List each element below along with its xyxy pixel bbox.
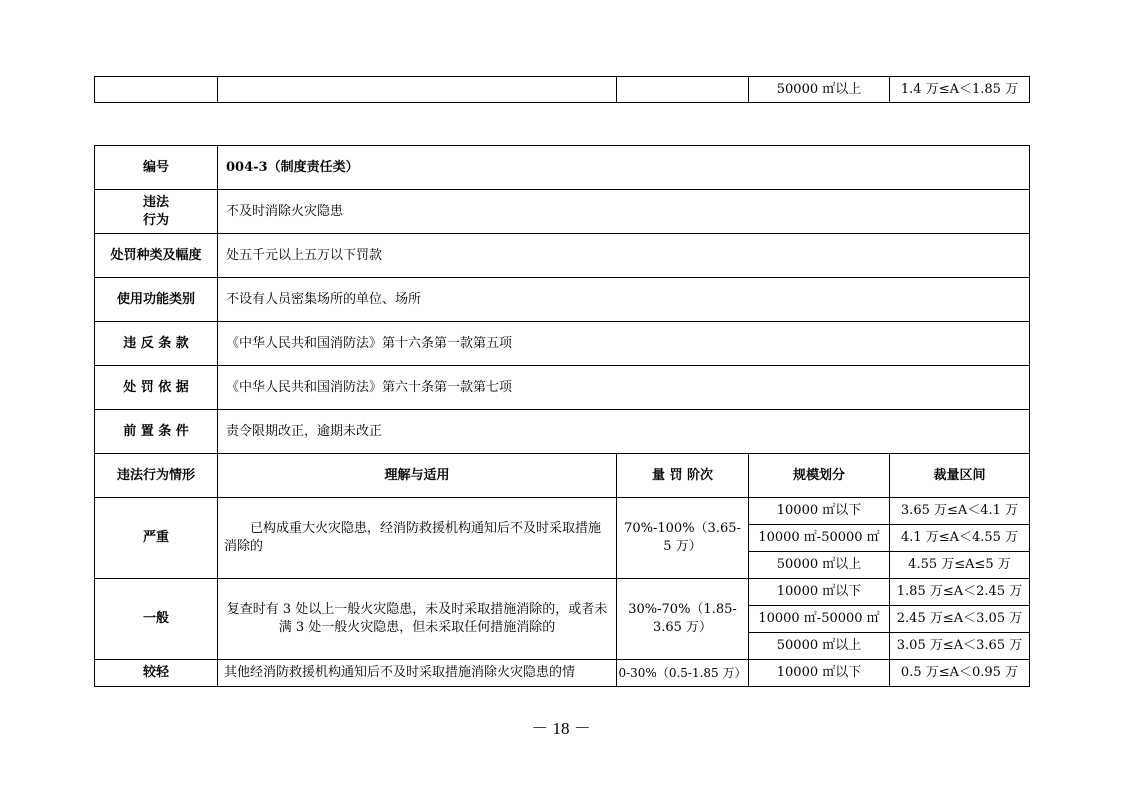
table-row: [95, 498, 1030, 525]
range-cell: 1.85 万≤A＜2.45 万: [890, 579, 1030, 606]
continued-table: [94, 76, 1030, 103]
row-value: 责令限期改正，逾期未改正: [218, 410, 1030, 454]
row-label: 使用功能类别: [95, 278, 218, 322]
header-penalty: 量 罚 阶次: [617, 454, 749, 498]
range-cell: 0.5 万≤A＜0.95 万: [890, 660, 1030, 687]
table-row: [95, 77, 1030, 103]
table-row: [95, 146, 1030, 190]
table-row: [95, 234, 1030, 278]
situation-severe: 严重: [95, 498, 218, 579]
scale-cell: 50000 ㎡以上: [749, 77, 890, 103]
table-row: [95, 322, 1030, 366]
table-row: [95, 410, 1030, 454]
row-label: 前 置 条 件: [95, 410, 218, 454]
understanding-cell: 其他经消防救援机构通知后不及时采取措施消除火灾隐患的情: [218, 660, 617, 687]
range-cell: 3.05 万≤A＜3.65 万: [890, 633, 1030, 660]
scale-cell: 10000 ㎡-50000 ㎡: [749, 606, 890, 633]
range-cell: 1.4 万≤A＜1.85 万: [890, 77, 1030, 103]
row-label: 编号: [95, 146, 218, 190]
row-value: 不及时消除火灾隐患: [218, 190, 1030, 234]
table-row: [95, 579, 1030, 606]
scale-cell: 10000 ㎡-50000 ㎡: [749, 525, 890, 552]
understanding-cell: 已构成重大火灾隐患，经消防救援机构通知后不及时采取措施消除的: [218, 498, 617, 579]
row-value: 《中华人民共和国消防法》第六十条第一款第七项: [218, 366, 1030, 410]
penalty-cell: 0-30%（0.5-1.85 万）: [617, 660, 749, 687]
penalty-cell: 30%-70%（1.85-3.65 万）: [617, 579, 749, 660]
situation-general: 一般: [95, 579, 218, 660]
header-range: 裁量区间: [890, 454, 1030, 498]
penalty-table: [94, 145, 1030, 687]
scale-cell: 10000 ㎡以下: [749, 660, 890, 687]
empty-cell: [617, 77, 749, 103]
understanding-cell: 复查时有 3 处以上一般火灾隐患，未及时采取措施消除的，或者未满 3 处一般火灾隐患，但未采取任何措施消除的: [218, 579, 617, 660]
empty-cell: [95, 77, 218, 103]
range-cell: 3.65 万≤A＜4.1 万: [890, 498, 1030, 525]
header-situation: 违法行为情形: [95, 454, 218, 498]
penalty-cell: 70%-100%（3.65-5 万）: [617, 498, 749, 579]
scale-cell: 50000 ㎡以上: [749, 552, 890, 579]
table-row: [95, 366, 1030, 410]
scale-cell: 10000 ㎡以下: [749, 498, 890, 525]
row-value: 不设有人员密集场所的单位、场所: [218, 278, 1030, 322]
table-row: [95, 278, 1030, 322]
row-value: 004-3（制度责任类）: [218, 146, 1030, 190]
range-cell: 4.55 万≤A≤5 万: [890, 552, 1030, 579]
header-scale: 规模划分: [749, 454, 890, 498]
row-value: 处五千元以上五万以下罚款: [218, 234, 1030, 278]
row-label: 处罚种类及幅度: [95, 234, 218, 278]
row-value: 《中华人民共和国消防法》第十六条第一款第五项: [218, 322, 1030, 366]
empty-cell: [218, 77, 617, 103]
header-understanding: 理解与适用: [218, 454, 617, 498]
scale-cell: 10000 ㎡以下: [749, 579, 890, 606]
table-row: [95, 660, 1030, 687]
scale-cell: 50000 ㎡以上: [749, 633, 890, 660]
situation-minor: 较轻: [95, 660, 218, 687]
range-cell: 2.45 万≤A＜3.05 万: [890, 606, 1030, 633]
header-row: [95, 454, 1030, 498]
row-label: 违 反 条 款: [95, 322, 218, 366]
range-cell: 4.1 万≤A＜4.55 万: [890, 525, 1030, 552]
table-row: [95, 190, 1030, 234]
page-number: － 18 －: [531, 719, 591, 738]
row-label: 违法 行为: [95, 190, 218, 234]
row-label: 处 罚 依 据: [95, 366, 218, 410]
